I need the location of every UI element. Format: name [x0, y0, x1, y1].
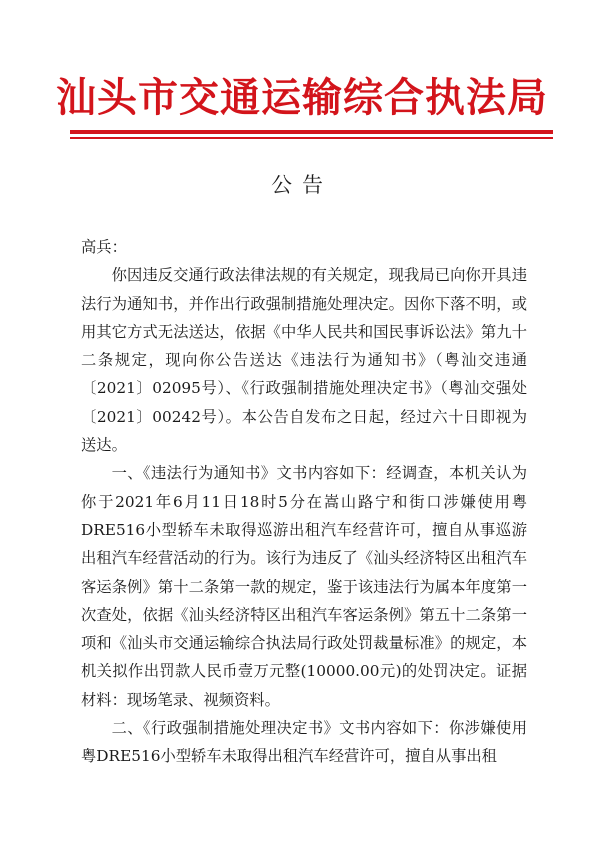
header-rule-thick	[70, 130, 553, 134]
paragraph-enforcement-decision: 二、《行政强制措施处理决定书》文书内容如下：你涉嫌使用粤DRE516小型轿车未取得出租汽车经营许可，擅自从事出租	[81, 719, 527, 766]
notice-body	[81, 233, 527, 771]
notice-title: 公告	[271, 173, 333, 197]
paragraph-intro: 你因违反交通行政法律法规的有关规定，现我局已向你开具违法行为通知书，并作出行政强制措施处理决定。因你下落不明，或用其它方式无法送达，依据《中华人民共和国民事诉讼法》第九十二条规定，现向你公告送达《违法行为通知书》（粤汕交违通〔2021〕02095号）、《行政强制措施处理决定书》（粤汕交强处〔2021〕00242号）。本公告自发布之日起，经过六十日即视为送达。	[81, 266, 527, 455]
header-rule-thin	[70, 137, 553, 139]
salutation: 高兵：	[81, 238, 127, 256]
org-header-title: 汕头市交通运输综合执法局	[56, 74, 548, 121]
paragraph-violation-notice: 一、《违法行为通知书》文书内容如下：经调查，本机关认为你于2021年6月11日18时5分在嵩山路宁和街口涉嫌使用粤DRE516小型轿车未取得巡游出租汽车经营许可，擅自从事巡游出租汽车经营活动的行为。该行为违反了《汕头经济特区出租汽车客运条例》第十二条第一款的规定，鉴于该违法行为属本年度第一次查处，依据《汕头经济特区出租汽车客运条例》第五十二条第一项和《汕头市交通运输综合执法局行政处罚裁量标准》的规定，本机关拟作出罚款人民币壹万元整(10000.00元)的处罚决定。证据材料：现场笔录、视频资料。	[81, 464, 527, 709]
